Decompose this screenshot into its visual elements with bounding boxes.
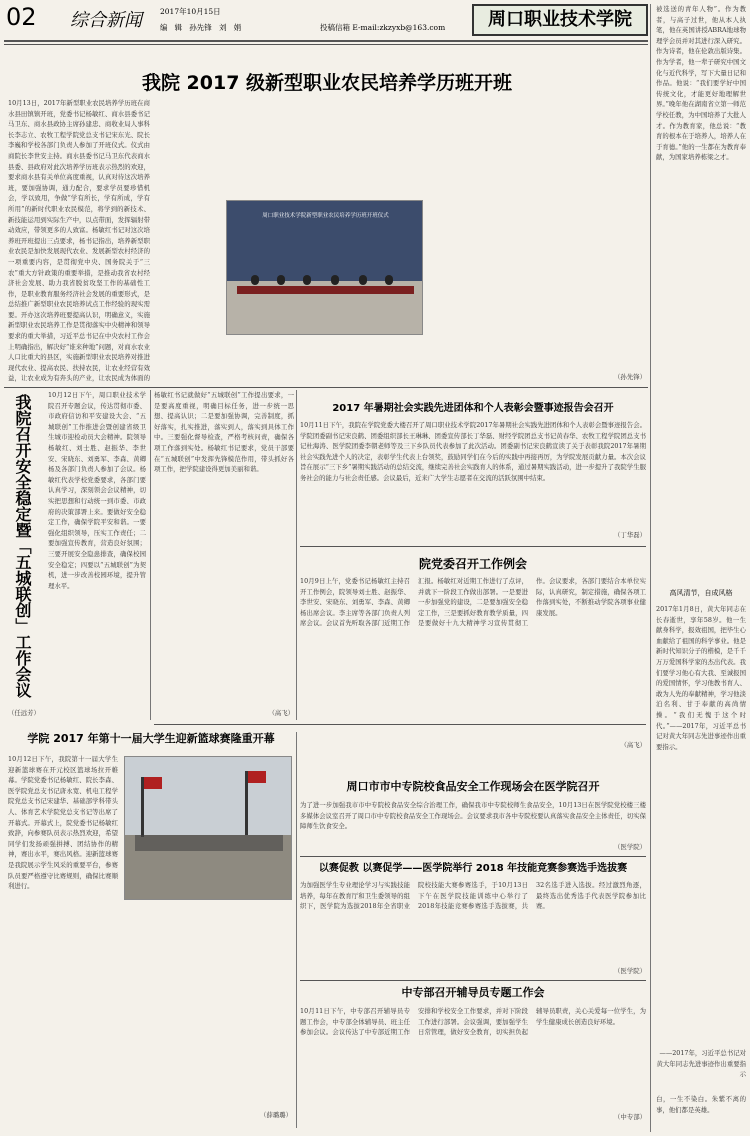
lead-body-col1: 10月13日，2017年新型职业农民培养学历班在商水县田镇镇开班，党委书记杨敏红、商水县委书记马卫东、商水县政协主席孙建忠、商收业局人事科长李志立、农牧工程学院党总支书记宋东光、院长李巍和学校各部门负责人参加了开班仪式。仪式由商院长李世安主持。商水县委书记马卫东代表商水县委、县政府对此次培养学历班表示热烈的欢迎，要求商水县有关单位高度重视，认真对待这次培养班，要加强协调，通力配合，要求学员要珍惜机会，学以致用，争做“学有所长，学有所成，学有所用”的新时代职业农民模范，将学到的新技术、新技能运用到实际生产中，以点带面，发挥辐射带动效应，带领更多的人致富。杨敏红书记对这次培养班开班提出三点要求，杨书记指出，培养新型职业农民是加快发展现代农业、发展新型农村经济的一项重要内容，是贯彻党中央、国务院关于“三农”重大方针政策的重要举措，是推动我省农村经济社会发展、助力我省脱贫攻坚工作的基础性工作，是职业教育服务经济社会发展的重要形式，是总结推广新型职业农民培养试点工作经验的现实需要。开办这次培养班要提高认识，明确意义，实施新型职业农民培养工作是贯彻落实中央精神和领导要求的重大举措，习近平总书记在中央农村工作会上明确指出，解决好“谁来种地”问题，对商水农业人口比重大的县区，实施新型职业农民培养对推进现代农业、提高农民、扶持农民，让农业经营有效益，让农业成为有奔头的产业，让农民成为体面的	[8, 99, 150, 383]
header-date: 2017年10月15日	[160, 7, 221, 16]
left-feature-body: 10月12日下午，周口职业技术学院召开专题会议，传达贯彻市委、市政府信访和平安建设大会、“五城联创”工作推进会暨创建省级卫生城市迎检动员大会精神。院领导杨敏红、刘士胜、赵振华、李世安、宋晓东、刘勇军、李森、黄卿杨及各部门负责人参加了会议。杨敏红代表学校党委要求，各部门要认真学习，深刻领会会议精神，切实把思想和行动统一到市委、市政府的决策部署上来。要做好安全稳定工作，确保学院平安和谐。一要强化组织领导，压实工作责任；二要加强宣传教育，营造良好氛围；三要开展安全隐患排查，确保校园安全稳定；四要以“五城联创”为契机，进一步改善校园环境，提升管理水平。	[48, 391, 146, 590]
middle-column-signoff: （高飞）	[268, 709, 294, 717]
party-meeting-body: 10月9日上午，党委书记杨敏红主持召开工作例会，院领导刘士胜、赵振华、李世安、宋晓东、刘勇军、李森、黄卿杨出席会议。李主席等各部门负责人列席会议。会议首先听取各部门近期工作汇报。杨敏红对近期工作进行了点评，并就下一阶段工作做出部署。一是要进一步加强党的建设，二是要加强安全稳定工作，三是要抓好教育教学质量，四是要做好十九大精神学习宣传贯彻工作。会议要求，各部门要结合本单位实际，认真研究，制定措施，确保各项工作落到实处，不断推动学院各项事业健康发展。	[300, 577, 646, 628]
masthead	[472, 4, 648, 36]
counselor-body: 10月11日下午，中专部召开辅导员专题工作会，中专部全体辅导员、班主任参加会议。会议传达了中专部近期工作安排和学校安全工作要求，并对下阶段工作进行部署。会议强调，要加强学生日常管理，做好安全教育，切实担负起辅导员职责，关心关爱每一位学生，为学生健康成长创造良好环境。	[300, 1007, 646, 1037]
header-rule	[4, 40, 648, 42]
party-meeting-divider	[154, 724, 646, 725]
header-email: 投稿信箱 E-mail:zkzyxb@163.com	[320, 23, 446, 32]
right-column-poem: 2017年1月8日，黄大年同志在长春逝世，享年58岁。他一生献身科学，报效祖国，把毕生心血献给了祖国的科学事业。他是新时代知识分子的楷模，是千千万万爱国科学家的杰出代表。我们要学习他心有大我、至诚报国的爱国情怀，学习他教书育人、敢为人先的奉献精神，学习他淡泊名利、甘于奉献的高尚情操。“我们无愧于这个时代。”——2017年，习近平总书记对黄大年同志先进事迹作出重要指示。	[656, 605, 746, 751]
left-feature-divider	[150, 390, 151, 720]
social-practice-signoff: （丁华磊）	[614, 531, 646, 539]
lead-divider	[4, 387, 648, 388]
photo-banner: 周口职业技术学院新型职业农民培养学历班开班仪式	[262, 213, 389, 219]
party-meeting-headline: 院党委召开工作例会	[418, 557, 527, 571]
right-column-subtitle: 高风清节，自成风格	[669, 589, 733, 597]
social-practice-headline: 2017 年暑期社会实践先进团体和个人表彰会暨事迹报告会召开	[332, 403, 614, 414]
counselor-headline: 中专部召开辅导员专题工作会	[401, 986, 545, 999]
right-column-body: 被选送的青年人物”。作为教者，与高子过世，他从本人执笔，他在英国讲授ABRA地球物理学会员并对其进行深入研究。作为诗者，他在伦敦出版诗集。作为学者，他一辈子研究中国文化与近代科学，写下大量日记和作品。他说：“我们要学好中国传统文化，才能更好地理解世界。”晚年他在湖南省立第一师范学校任教，为中国培养了大批人才。作为教育家，他总说：“教育的根本在于培养人，培养人在于育德。”他的一生都在为教育奉献，为国家培养栋梁之才。	[656, 5, 746, 162]
counselor-signoff: （中专部）	[614, 1113, 646, 1121]
left-feature-signoff: （任远芳）	[8, 709, 40, 717]
middle-column-divider	[296, 390, 297, 720]
basketball-body-2	[124, 906, 292, 1104]
skills-contest-signoff: （医学院）	[614, 967, 646, 975]
left-feature-title: 我院召开安全稳定暨「五城联创」工作会议	[13, 394, 32, 698]
page-number: 02	[6, 3, 37, 31]
food-safety-body: 为了进一步加强我市市中专院校食品安全综合治理工作，确保我市中专院校师生食品安全，10月13日在医学院党校楼三楼多媒体会议室召开了周口市中专院校食品安全工作现场会。会议要求我市各中专院校要认真落实食品安全主体责任，切实保障师生饮食安全。	[300, 801, 646, 831]
social-practice-body: 10月11日下午，我院在学院党委大楼召开了周口职业技术学院2017年暑期社会实践先进团体和个人表彰会暨事迹报告会。学院团委副书记宋良鹤、团委组织部长王琳琳、团委宣传部长丁华磊、财经学院团总支书记黄春华、农牧工程学院团总支书记杜海涛、医学院团委李朝老师等及三下乡队员代表参加了此次活动。团委副书记宋良鹤宣读了关于表彰我院2017年暑期社会实践先进个人的决定，表彰学生代表上台领奖，鼓励同学们在今后的实践中再接再厉，为学院发展贡献力量。本次会议旨在展示“三下乡”暑期实践活动的总结交流，继续完善社会实践育人的体系，通过暑期实践活动，进一步提升了我院学生服务社会的能力与社会责任感。会议最后，近来广大学生志愿者在交流的活跃氛围中结束。	[300, 421, 646, 482]
lead-headline: 我院 2017 级新型职业农民培养学历班开班	[141, 72, 513, 94]
lead-photo	[226, 200, 423, 335]
basketball-photo	[124, 756, 292, 900]
header-rule-2	[4, 44, 648, 45]
social-practice-divider	[300, 546, 646, 547]
page-header	[0, 0, 750, 58]
food-safety-signoff: （医学院）	[614, 843, 646, 851]
basketball-divider	[296, 732, 297, 1128]
right-column-ending: ——2017年，习近平总书记对黄大年同志先进事迹作出重要指示	[656, 1049, 746, 1079]
right-column-divider	[650, 4, 651, 1132]
skills-contest-headline: 以赛促教 以赛促学——医学院举行 2018 年技能竞赛参赛选手选拔赛	[318, 863, 628, 874]
basketball-signoff: （薛璐璐）	[260, 1111, 292, 1119]
middle-column-body: 杨敏红书记就做好“五城联创”工作提出要求，一是要高度重视，明确目标任务，进一步统一思想、提高认识；二是要加强协调，完善制度，抓好落实，扎实推进，落实到人，落实到具体工作中。三要强化督导检查，严格考核问责，确保各项工作落到实处。杨敏红书记要求，党员干部要在“五城联创”中发挥先锋模范作用，带头抓好各项工作，把学院建设得更加美丽和谐。	[154, 391, 294, 474]
party-meeting-signoff: （高飞）	[620, 741, 646, 749]
skills-contest-body: 为加强医学生专业理论学习与实践技能培养，每年在教育厅和卫生委领导的组织下，医学院为选拔2018年全省职业院校技能大赛参赛选手，于10月13日下午在医学院技能训练中心举行了2018年技能竞赛参赛选手选拔赛，共32名选手进入选拔。经过激烈角逐，最终选出优秀选手代表医学院参加比赛。	[300, 881, 646, 911]
basketball-body: 10月12日下午，我院第十一届大学生迎新篮球赛在开元校区篮球场拉开帷幕。学院党委书记杨敏红、院长李森、医学院党总支书记唐永宽、机电工程学院党总支书记宋建华、基础部学科带头人、体育艺术学院党总支书记等出席了开幕式。开幕式上，院党委书记杨敏红致辞，向参赛队员表示热烈欢迎，希望同学们发扬顽强拼搏、团结协作的精神，赛出水平，赛出风格。迎新篮球赛是我院展示学生风采的重要平台，参赛队员要严格遵守比赛规则，确保比赛顺利进行。	[8, 755, 118, 891]
food-safety-divider	[300, 856, 646, 857]
left-feature-headline	[8, 394, 42, 704]
right-column-closing: 白，一生不染白。朱紫不离的事，他们都是英雄。	[656, 1095, 746, 1114]
food-safety-headline: 周口市市中专院校食品安全工作现场会在医学院召开	[346, 780, 600, 793]
header-editors: 编 辑 孙先锋 刘 娟	[160, 23, 242, 32]
section-name: 综合新闻	[70, 10, 142, 31]
masthead-title: 周口职业技术学院	[488, 9, 632, 30]
basketball-headline: 学院 2017 年第十一届大学生迎新篮球赛隆重开幕	[27, 732, 275, 745]
lead-byline: （孙先锋）	[614, 373, 646, 381]
skills-contest-divider	[300, 980, 646, 981]
